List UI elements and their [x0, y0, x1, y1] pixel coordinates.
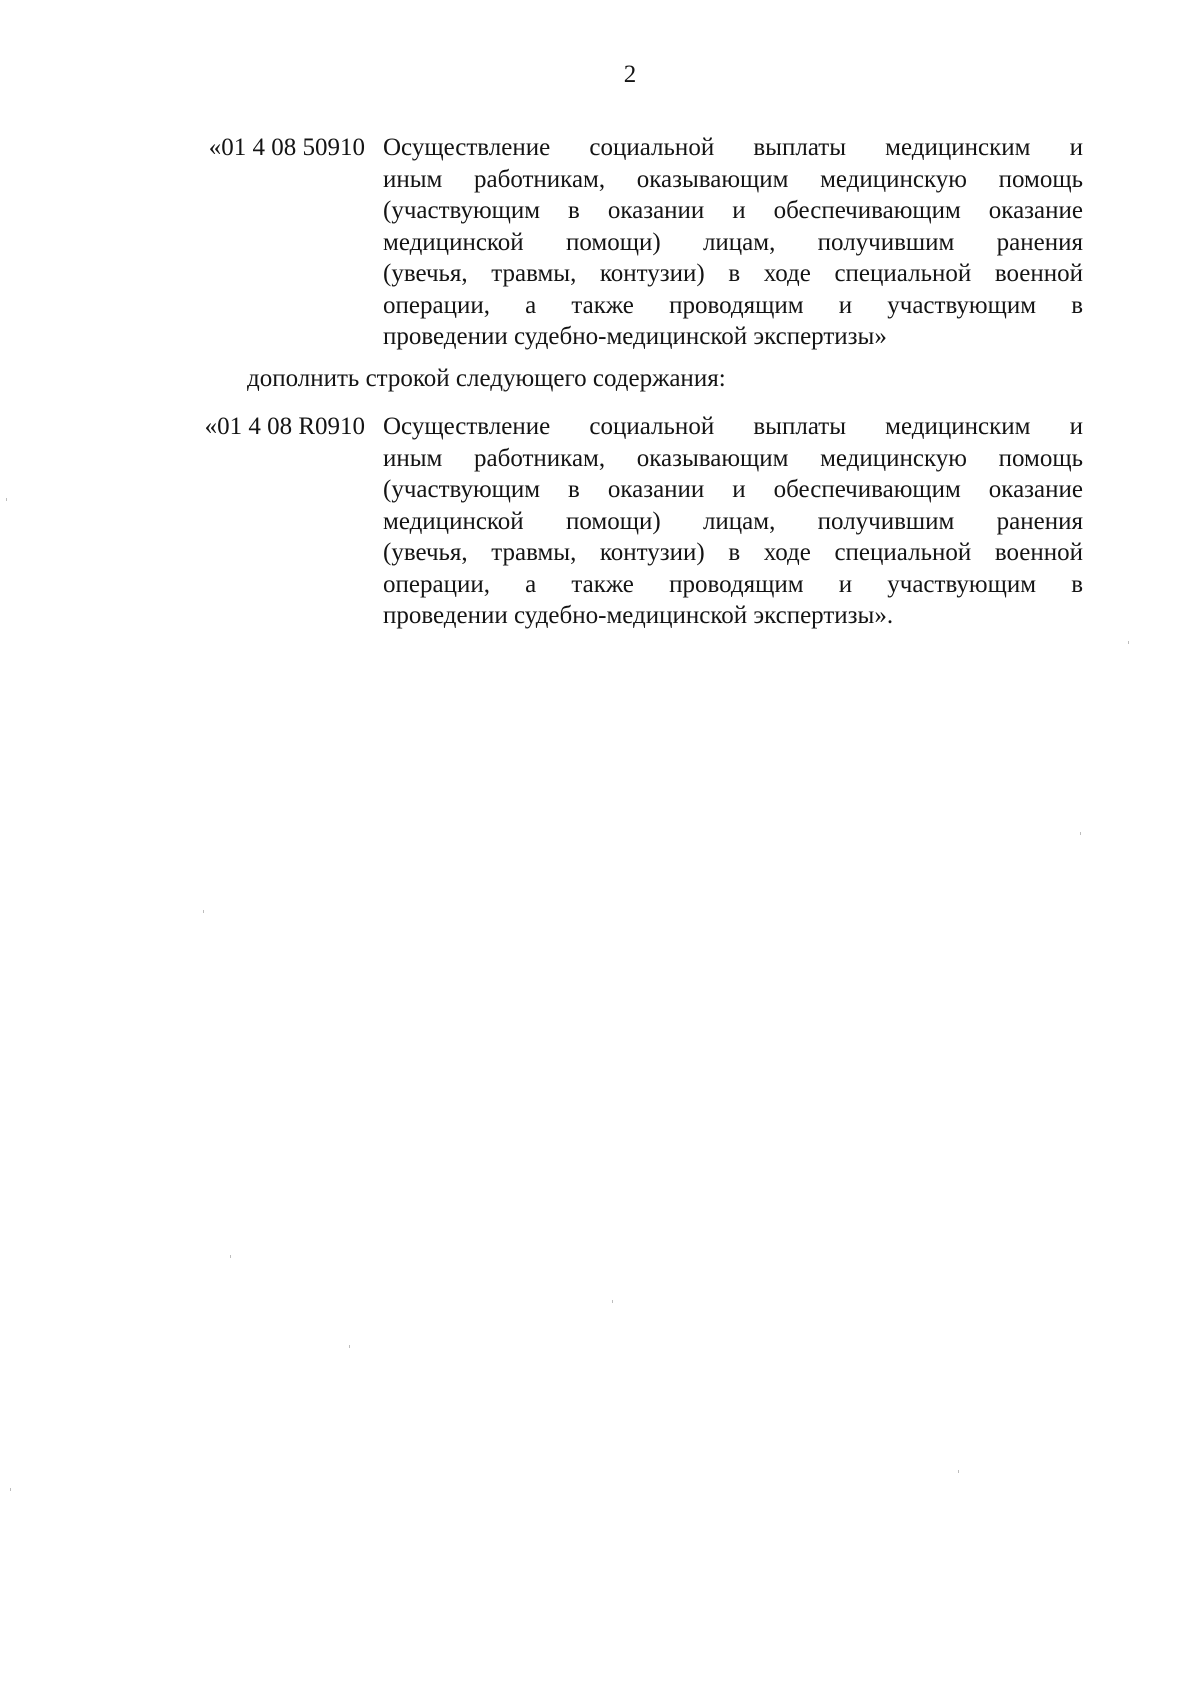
budget-code: «01 4 08 50910 [208, 134, 365, 161]
description-line: (участвующим в оказании и обеспечивающим оказание [383, 197, 1083, 224]
scan-speck [230, 1255, 231, 1258]
budget-code: «01 4 08 R0910 [204, 413, 365, 440]
description-line: (увечья, травмы, контузии) в ходе специальной военной [383, 260, 1083, 287]
description-line: иным работникам, оказывающим медицинскую помощь [383, 165, 1083, 193]
description-line: Осуществление социальной выплаты медицинским и [383, 413, 1083, 440]
description-line: проведении судебно-медицинской экспертизы» [383, 323, 887, 350]
description-line: операции, а также проводящим и участвующим в [383, 291, 1083, 319]
description-line: операции, а также проводящим и участвующим в [383, 570, 1083, 598]
description-line: проведении судебно-медицинской экспертизы». [383, 602, 894, 629]
description-line: иным работникам, оказывающим медицинскую помощь [383, 444, 1083, 472]
scan-speck [612, 1300, 613, 1303]
scan-speck [203, 910, 204, 913]
entry-description [383, 411, 1083, 632]
description-line: (участвующим в оказании и обеспечивающим оказание [383, 476, 1083, 503]
description-line: Осуществление социальной выплаты медицинским и [383, 134, 1083, 161]
scan-speck [1128, 641, 1129, 644]
scan-speck [6, 498, 7, 501]
scan-speck [1080, 832, 1081, 835]
scan-speck [958, 1470, 959, 1473]
scan-speck [349, 1345, 350, 1348]
scan-speck [10, 1488, 11, 1491]
description-line: (увечья, травмы, контузии) в ходе специальной военной [383, 539, 1083, 566]
amendment-instruction: дополнить строкой следующего содержания: [247, 365, 726, 392]
page-number: 2 [623, 61, 637, 88]
description-line: медицинской помощи) лицам, получившим ранения [383, 228, 1083, 256]
description-line: медицинской помощи) лицам, получившим ранения [383, 507, 1083, 535]
entry-description [383, 132, 1083, 353]
